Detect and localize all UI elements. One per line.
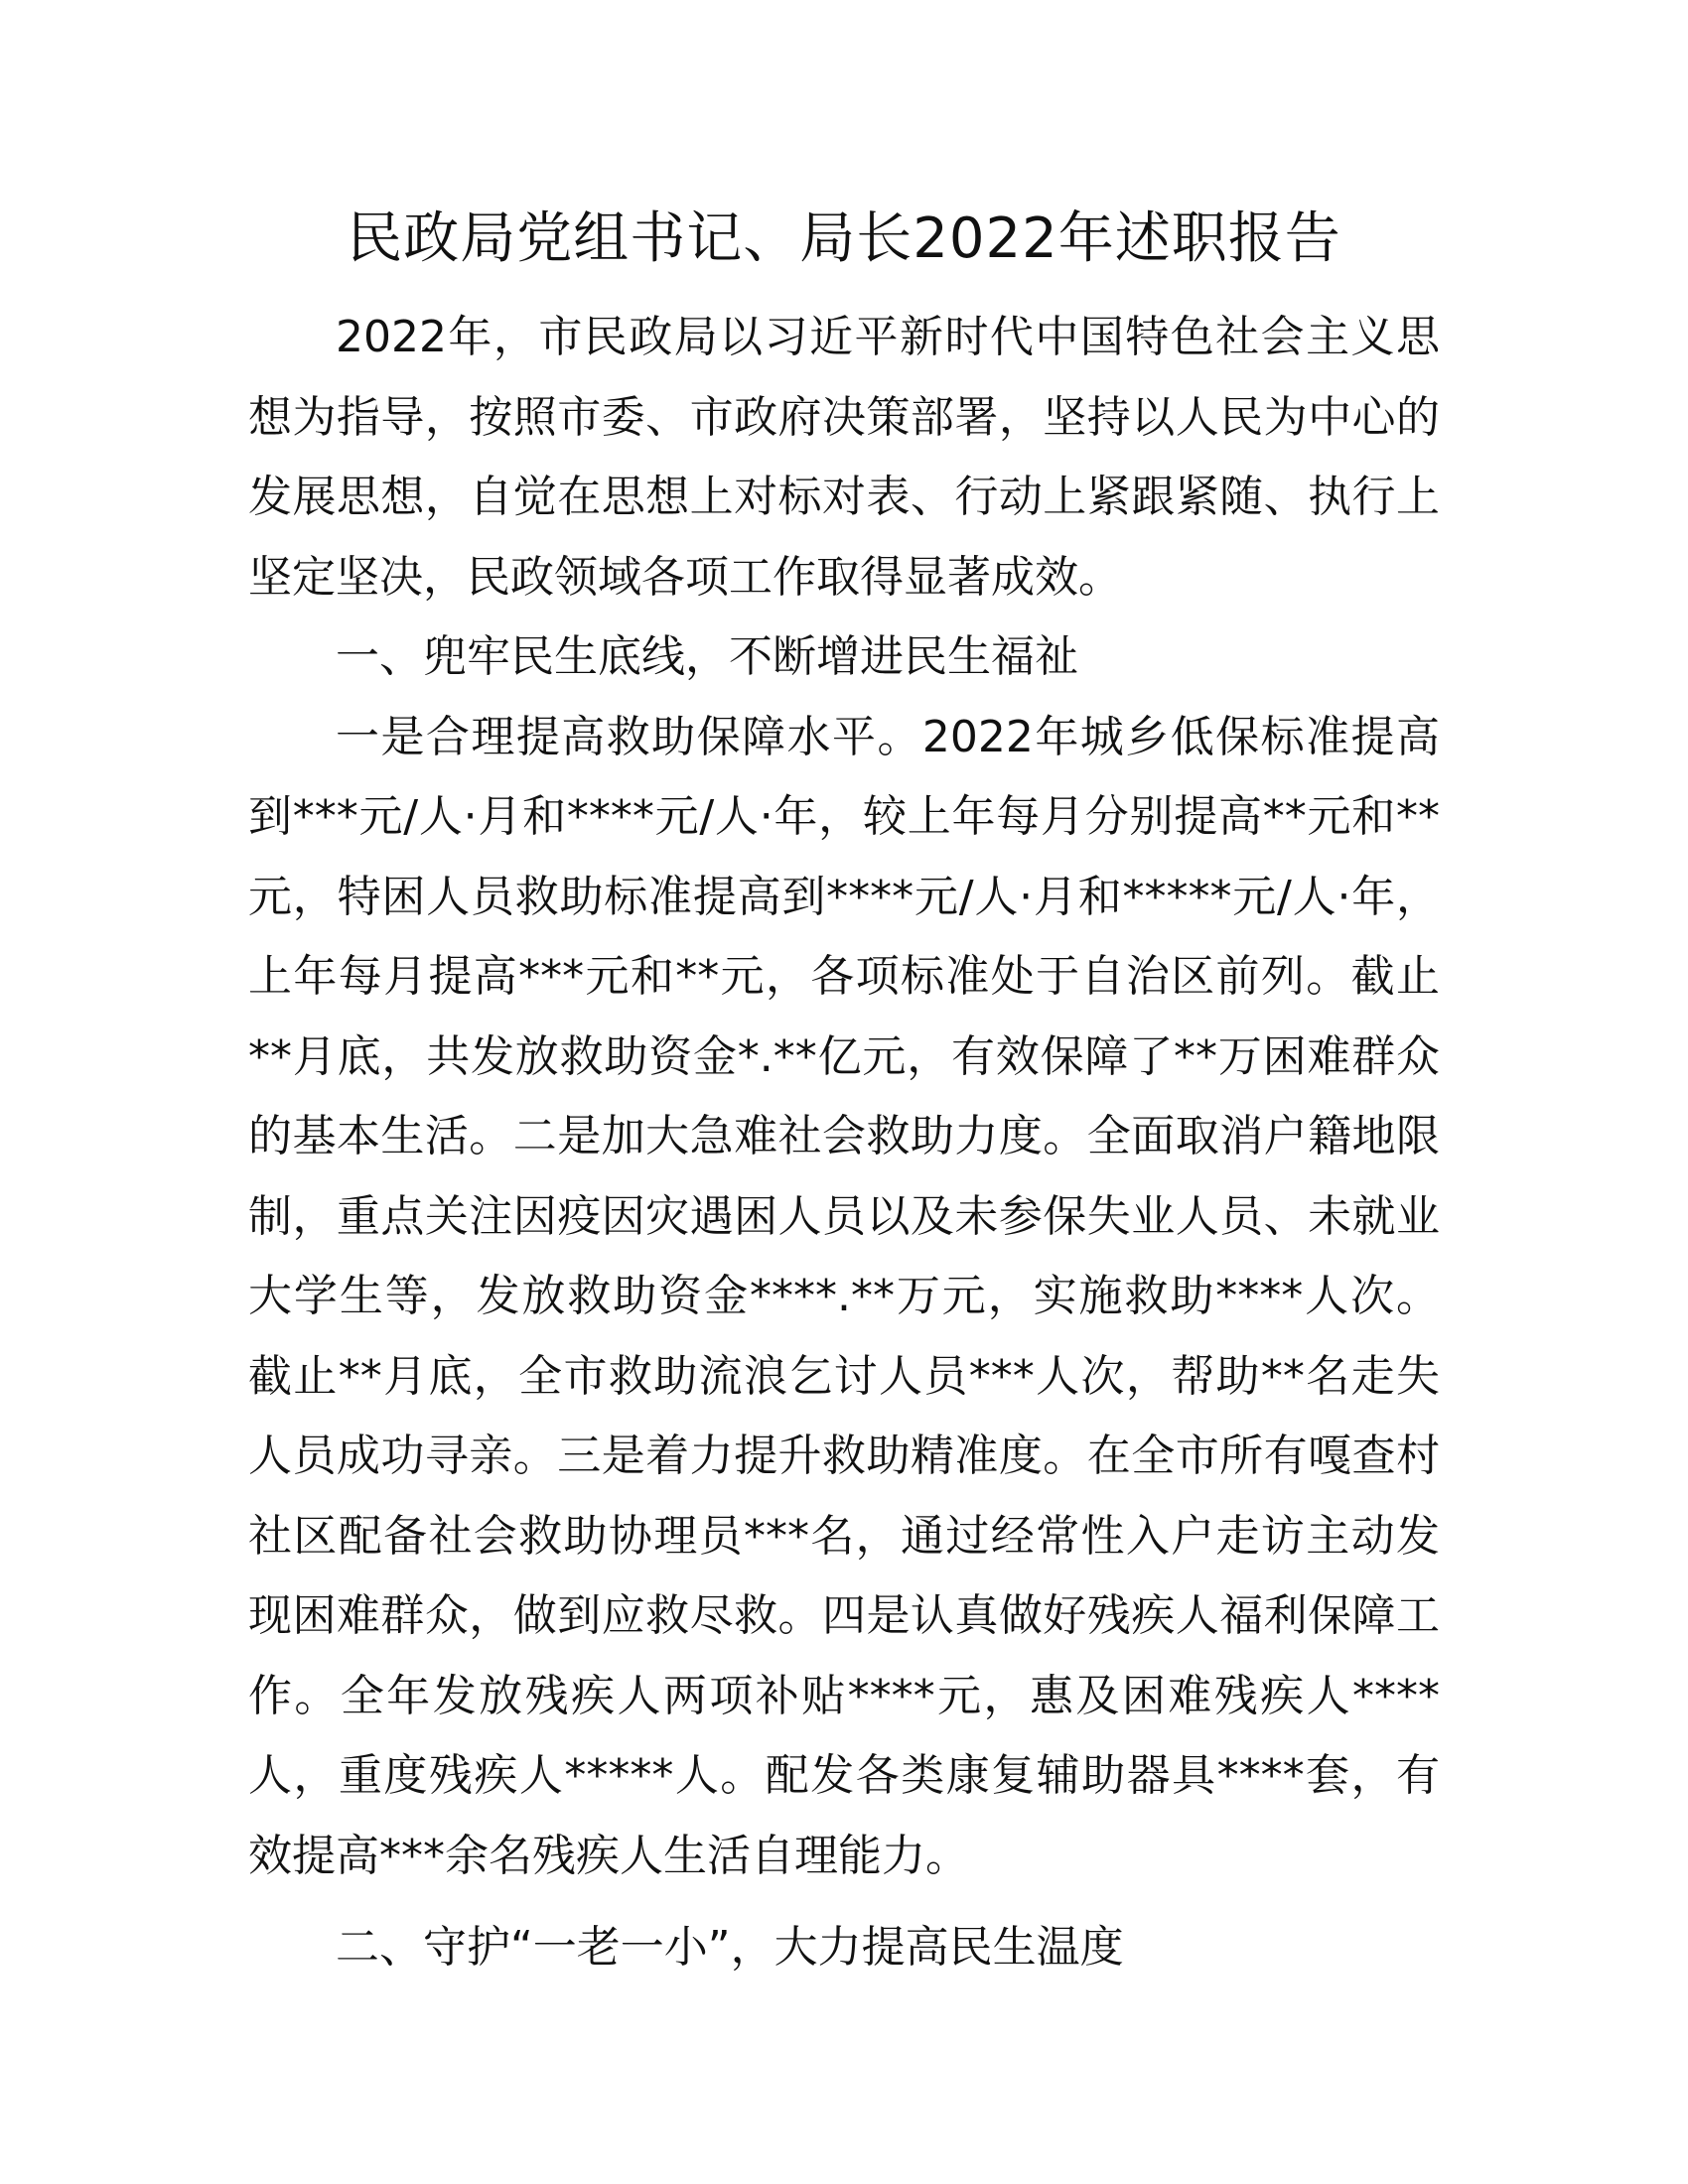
- paragraph-spacer: [248, 1896, 1440, 1908]
- section-1-paragraph: 一是合理提高救助保障水平。2022年城乡低保标准提高到***元/人·月和****元/人·年，较上年每月分别提高**元和**元，特困人员救助标准提高到****元/人·月和*****元/人·年，上年每月提高***元和**元，各项标准处于自治区前列。截止**月底，共发放救助资金*.**亿元，有效保障了**万困难群众的基本生活。二是加大急难社会救助力度。全面取消户籍地限制，重点关注因疫因灾遇困人员以及未参保失业人员、未就业大学生等，发放救助资金****.**万元，实施救助****人次。截止**月底，全市救助流浪乞讨人员***人次，帮助**名走失人员成功寻亲。三是着力提升救助精准度。在全市所有嘎查村社区配备社会救助协理员***名，通过经常性入户走访主动发现困难群众，做到应救尽救。四是认真做好残疾人福利保障工作。全年发放残疾人两项补贴****元，惠及困难残疾人****人，重度残疾人*****人。配发各类康复辅助器具****套，有效提高***余名残疾人生活自理能力。: [248, 711, 1440, 1881]
- section-2-heading: 二、守护“一老一小”，大力提高民生温度: [336, 1922, 1124, 1973]
- intro-paragraph: 2022年，市民政局以习近平新时代中国特色社会主义思想为指导，按照市委、市政府决策部署，坚持以人民为中心的发展思想，自觉在思想上对标对表、行动上紧跟紧随、执行上坚定坚决，民政领域各项工作取得显著成效。: [248, 312, 1440, 603]
- document-title: 民政局党组书记、局长2022年述职报告: [347, 206, 1341, 271]
- section-1-heading: 一、兜牢民生底线，不断增进民生福祉: [336, 631, 1078, 682]
- document-body: [248, 298, 1440, 1988]
